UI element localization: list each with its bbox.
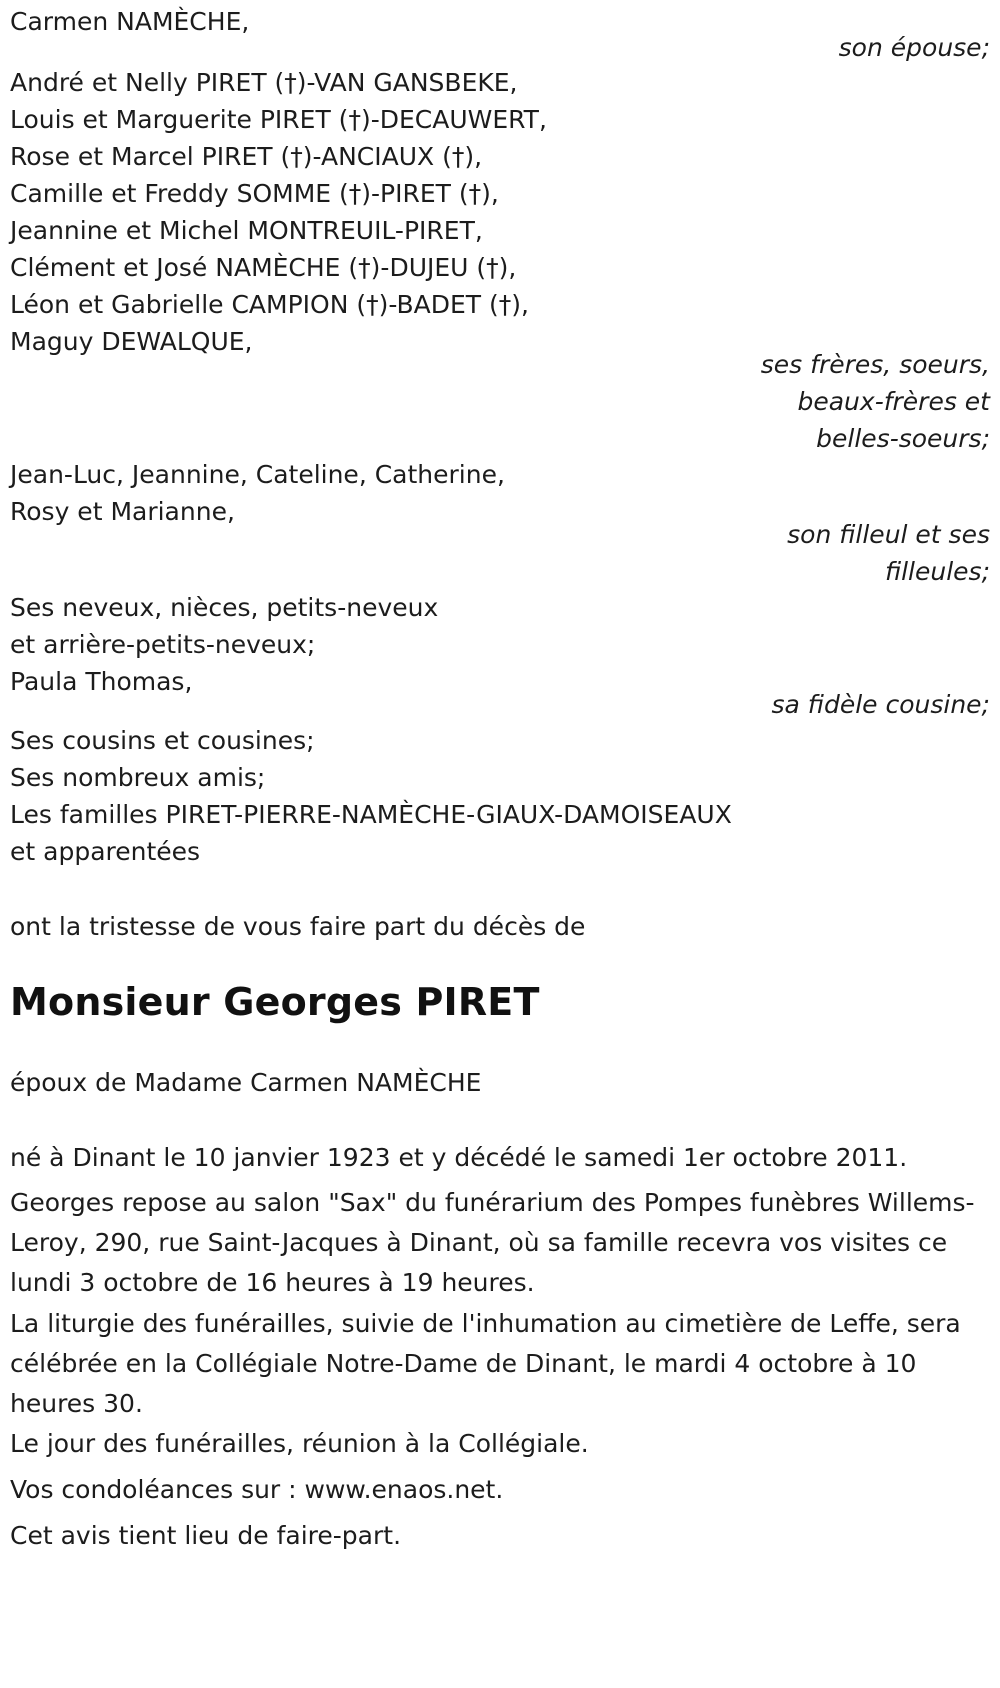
siblings-role-line: ses frères, soeurs,	[760, 350, 990, 379]
others-line: Ses nombreux amis;	[10, 763, 266, 792]
sibling-line: Rose et Marcel PIRET (†)-ANCIAUX (†),	[10, 142, 483, 171]
spouse-role: son épouse;	[838, 33, 990, 62]
notice-paragraph: Cet avis tient lieu de faire-part.	[10, 1521, 402, 1550]
spouse-of-text: époux de Madame Carmen NAMÈCHE	[10, 1068, 482, 1097]
funeral-paragraph: La liturgie des funérailles, suivie de l'inhumation au cimetière de Leffe, sera célébrée en la Collégiale Notre-Dame de Dinant, le mardi 4 octobre à 10 heures 30.	[10, 1309, 961, 1418]
sibling-line: Camille et Freddy SOMME (†)-PIRET (†),	[10, 179, 499, 208]
nephews-line: et arrière-petits-neveux;	[10, 630, 316, 659]
others-line: Ses cousins et cousines;	[10, 726, 315, 755]
cousin-role: sa fidèle cousine;	[771, 690, 990, 719]
siblings-role-line: beaux-frères et	[797, 387, 990, 416]
sibling-line: Maguy DEWALQUE,	[10, 327, 253, 356]
reunion-paragraph: Le jour des funérailles, réunion à la Collégiale.	[10, 1429, 589, 1458]
godchildren-role-line: filleules;	[884, 557, 990, 586]
siblings-role-line: belles-soeurs;	[816, 424, 990, 453]
cousin-name: Paula Thomas,	[10, 667, 193, 696]
nephews-line: Ses neveux, nièces, petits-neveux	[10, 593, 439, 622]
sibling-line: Louis et Marguerite PIRET (†)-DECAUWERT,	[10, 105, 547, 134]
godchildren-role-line: son filleul et ses	[787, 520, 990, 549]
others-line: et apparentées	[10, 837, 201, 866]
condolences-paragraph: Vos condoléances sur : www.enaos.net.	[10, 1475, 504, 1504]
sibling-line: André et Nelly PIRET (†)-VAN GANSBEKE,	[10, 68, 518, 97]
sibling-line: Clément et José NAMÈCHE (†)-DUJEU (†),	[10, 253, 517, 282]
godchildren-line: Jean-Luc, Jeannine, Cateline, Catherine,	[10, 460, 505, 489]
birth-death-paragraph: né à Dinant le 10 janvier 1923 et y décédé le samedi 1er octobre 2011.	[10, 1143, 908, 1172]
wake-paragraph: Georges repose au salon "Sax" du funérarium des Pompes funèbres Willems-Leroy, 290, rue Saint-Jacques à Dinant, où sa famille recevra vos visites ce lundi 3 octobre de 16 heures à 19 heures.	[10, 1188, 975, 1297]
sibling-line: Jeannine et Michel MONTREUIL-PIRET,	[10, 216, 483, 245]
announcement-text: ont la tristesse de vous faire part du décès de	[10, 912, 586, 941]
godchildren-line: Rosy et Marianne,	[10, 497, 235, 526]
others-line: Les familles PIRET-PIERRE-NAMÈCHE-GIAUX-DAMOISEAUX	[10, 800, 732, 829]
deceased-name: Monsieur Georges PIRET	[10, 980, 540, 1024]
sibling-line: Léon et Gabrielle CAMPION (†)-BADET (†),	[10, 290, 529, 319]
spouse-name: Carmen NAMÈCHE,	[10, 7, 250, 36]
